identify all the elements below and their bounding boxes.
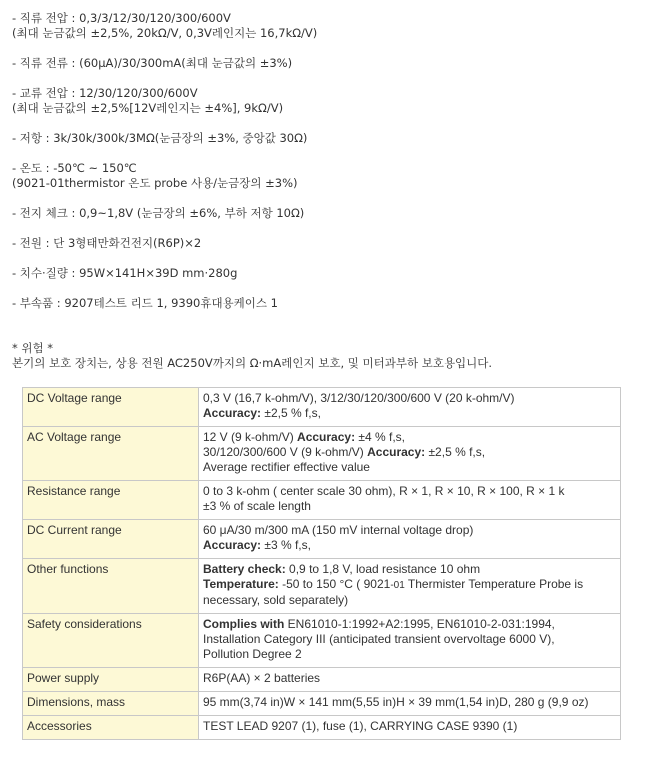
value-text: 30/120/300/600 V (9 k-ohm/V) <box>203 445 368 459</box>
table-row <box>23 716 621 740</box>
spec-resistance-kr <box>12 131 307 146</box>
spec-line: - 온도 : -50℃ ~ 150℃ <box>12 161 137 175</box>
complies-value: EN61010-1:1992+A2:1995, EN61010-2-031:1994, <box>284 617 555 631</box>
value-line <box>203 445 616 460</box>
temperature-value: -50 to 150 °C ( 9021 <box>278 577 391 591</box>
row-label: DC Current range <box>23 520 199 559</box>
spec-line: - 직류 전압 : 0,3/3/12/30/120/300/600V <box>12 11 231 25</box>
spec-line: - 전지 체크 : 0,9~1,8V (눈금장의 ±6%, 부하 저항 10Ω) <box>12 206 305 220</box>
complies-label: Complies with <box>203 617 285 631</box>
temperature-model-suffix: -01 <box>390 580 405 591</box>
value-line: 0,3 V (16,7 k-ohm/V), 3/12/30/120/300/600 V (20 k-ohm/V) <box>203 391 515 405</box>
value-line: ±3 % of scale length <box>203 499 311 513</box>
row-value <box>199 388 621 427</box>
temperature-value-cont: Thermister Temperature Probe is necessary, sold separately) <box>203 577 584 607</box>
spec-ac-voltage-kr <box>12 86 283 116</box>
row-label: Other functions <box>23 559 199 614</box>
table-row <box>23 692 621 716</box>
row-value <box>199 481 621 520</box>
spec-line: - 교류 전압 : 12/30/120/300/600V <box>12 86 198 100</box>
row-value: 95 mm(3,74 in)W × 141 mm(5,55 in)H × 39 mm(1,54 in)D, 280 g (9,9 oz) <box>199 692 621 716</box>
value-line <box>203 617 616 632</box>
value-line: Average rectifier effective value <box>203 460 370 474</box>
row-label: Resistance range <box>23 481 199 520</box>
table-row <box>23 559 621 614</box>
table-row <box>23 481 621 520</box>
row-value <box>199 427 621 481</box>
value-text: 12 V (9 k-ohm/V) <box>203 430 298 444</box>
battery-check-value: 0,9 to 1,8 V, load resistance 10 ohm <box>285 562 481 576</box>
temperature-label: Temperature: <box>203 577 279 591</box>
spec-line: - 직류 전류 : (60μA)/30/300mA(최대 눈금값의 ±3%) <box>12 56 293 70</box>
spec-dimensions-kr <box>12 266 237 281</box>
row-value <box>199 520 621 559</box>
spec-line: - 전원 : 단 3형태만화건전지(R6P)×2 <box>12 236 202 250</box>
value-line <box>203 577 616 608</box>
value-line: Pollution Degree 2 <box>203 647 302 661</box>
table-row <box>23 427 621 481</box>
row-value <box>199 559 621 614</box>
table-row <box>23 614 621 668</box>
spec-line: - 부속품 : 9207테스트 리드 1, 9390휴대용케이스 1 <box>12 296 278 310</box>
accuracy-value: ±4 % f,s, <box>355 430 405 444</box>
value-line: 0 to 3 k-ohm ( center scale 30 ohm), R × 1, R × 10, R × 100, R × 1 k <box>203 484 565 498</box>
spec-line: - 저항 : 3k/30k/300k/3MΩ(눈금장의 ±3%, 중앙값 30Ω) <box>12 131 308 145</box>
battery-check-label: Battery check: <box>203 562 286 576</box>
accuracy-label: Accuracy: <box>203 406 262 420</box>
row-label: AC Voltage range <box>23 427 199 481</box>
spec-table <box>22 387 621 740</box>
table-row <box>23 520 621 559</box>
row-label: Safety considerations <box>23 614 199 668</box>
spec-line: (9021-01thermistor 온도 probe 사용/눈금장의 ±3%) <box>12 176 298 190</box>
value-line: Installation Category III (anticipated transient overvoltage 6000 V), <box>203 632 555 646</box>
spec-accessories-kr <box>12 296 278 311</box>
row-value: R6P(AA) × 2 batteries <box>199 668 621 692</box>
value-line <box>203 562 616 577</box>
spec-dc-current-kr <box>12 56 292 71</box>
warning-title: * 위험 * <box>12 341 54 355</box>
value-line <box>203 538 616 553</box>
spec-temperature-kr <box>12 161 298 191</box>
row-label: DC Voltage range <box>23 388 199 427</box>
warning-text: 본기의 보호 장치는, 상용 전원 AC250V까지의 Ω·mA레인지 보호, 및 미터과부하 보호용입니다. <box>12 356 493 370</box>
row-value <box>199 614 621 668</box>
value-line <box>203 406 616 421</box>
accuracy-value: ±2,5 % f,s, <box>261 406 321 420</box>
warning-section <box>12 341 492 371</box>
spec-dc-voltage-kr <box>12 11 317 41</box>
accuracy-label: Accuracy: <box>203 538 262 552</box>
spec-line: - 치수·질량 : 95W×141H×39D mm·280g <box>12 266 238 280</box>
accuracy-label: Accuracy: <box>367 445 426 459</box>
row-value: TEST LEAD 9207 (1), fuse (1), CARRYING CASE 9390 (1) <box>199 716 621 740</box>
value-line <box>203 430 616 445</box>
accuracy-value: ±3 % f,s, <box>261 538 311 552</box>
accuracy-label: Accuracy: <box>297 430 356 444</box>
table-row <box>23 388 621 427</box>
accuracy-value: ±2,5 % f,s, <box>425 445 486 459</box>
value-line: 60 μA/30 m/300 mA (150 mV internal voltage drop) <box>203 523 474 537</box>
spec-line: (최대 눈금값의 ±2,5%[12V레인지는 ±4%], 9kΩ/V) <box>12 101 284 115</box>
row-label: Dimensions, mass <box>23 692 199 716</box>
spec-power-kr <box>12 236 201 251</box>
spec-battery-check-kr <box>12 206 304 221</box>
spec-line: (최대 눈금값의 ±2,5%, 20kΩ/V, 0,3V레인지는 16,7kΩ/V) <box>12 26 318 40</box>
row-label: Power supply <box>23 668 199 692</box>
table-row <box>23 668 621 692</box>
row-label: Accessories <box>23 716 199 740</box>
